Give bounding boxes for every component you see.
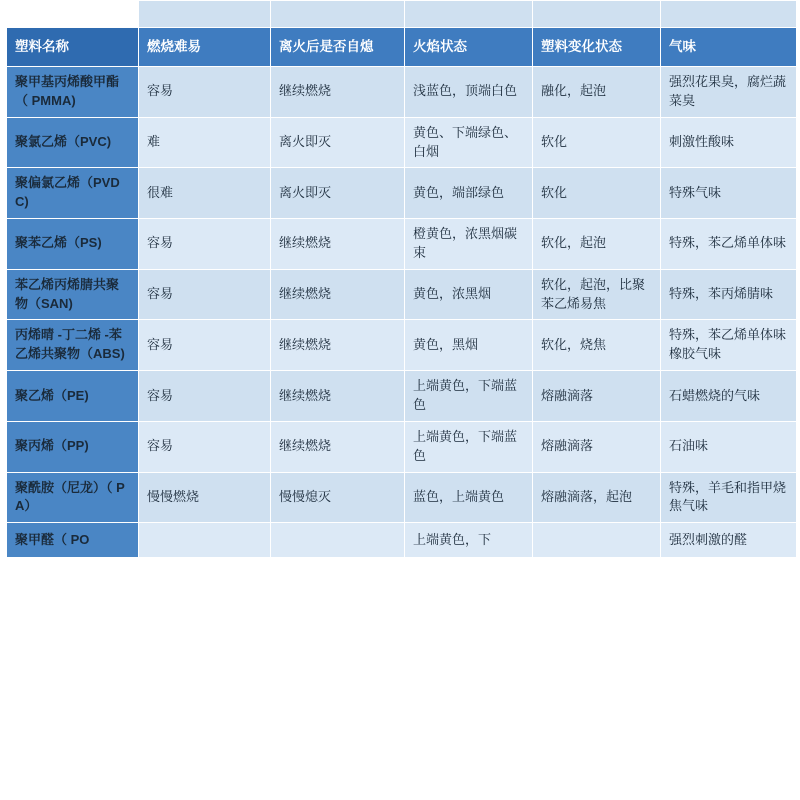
cell-odor: 特殊，羊毛和指甲烧焦气味 (661, 472, 797, 523)
table-row (7, 219, 797, 270)
cell-flame-state: 上端黄色，下 (405, 523, 533, 558)
column-header-self-extinguish: 离火后是否自熄 (271, 28, 405, 67)
cell-self-extinguish: 慢慢熄灭 (271, 472, 405, 523)
spacer-cell-5 (661, 1, 797, 28)
cell-ignitability: 容易 (139, 67, 271, 118)
cell-plastic-change: 软化，起泡 (533, 219, 661, 270)
table-row (7, 67, 797, 118)
cell-flame-state: 黄色，端部绿色 (405, 168, 533, 219)
column-header-odor: 气味 (661, 28, 797, 67)
cell-flame-state: 浅蓝色，顶端白色 (405, 67, 533, 118)
cell-plastic-change: 融化，起泡 (533, 67, 661, 118)
cell-plastic-change: 软化 (533, 117, 661, 168)
column-header-plastic-change: 塑料变化状态 (533, 28, 661, 67)
cell-flame-state: 蓝色，上端黄色 (405, 472, 533, 523)
row-name: 聚丙烯（PP) (7, 421, 139, 472)
cell-odor: 石油味 (661, 421, 797, 472)
table-row (7, 523, 797, 558)
cell-flame-state: 上端黄色，下端蓝色 (405, 421, 533, 472)
cell-self-extinguish: 离火即灭 (271, 117, 405, 168)
cell-odor: 特殊气味 (661, 168, 797, 219)
row-name: 聚甲基丙烯酸甲酯（ PMMA) (7, 67, 139, 118)
cell-ignitability: 容易 (139, 219, 271, 270)
cell-self-extinguish: 继续燃烧 (271, 269, 405, 320)
table-row (7, 168, 797, 219)
cell-self-extinguish: 继续燃烧 (271, 219, 405, 270)
table-row (7, 421, 797, 472)
cell-ignitability: 容易 (139, 421, 271, 472)
column-header-flame-state: 火焰状态 (405, 28, 533, 67)
cell-self-extinguish: 继续燃烧 (271, 371, 405, 422)
row-name: 苯乙烯丙烯腈共聚物（SAN) (7, 269, 139, 320)
row-name: 聚氯乙烯（PVC) (7, 117, 139, 168)
cell-self-extinguish: 继续燃烧 (271, 67, 405, 118)
cell-plastic-change: 软化，起泡，比聚苯乙烯易焦 (533, 269, 661, 320)
cell-odor: 特殊，苯乙烯单体味 (661, 219, 797, 270)
table-row (7, 117, 797, 168)
row-name: 聚乙烯（PE) (7, 371, 139, 422)
cell-odor: 特殊，苯丙烯腈味 (661, 269, 797, 320)
cell-plastic-change: 熔融滴落 (533, 371, 661, 422)
column-header-ignitability: 燃烧难易 (139, 28, 271, 67)
cell-ignitability: 容易 (139, 269, 271, 320)
row-name: 聚酰胺（尼龙）（ PA） (7, 472, 139, 523)
table-top-spacer-row (7, 1, 797, 28)
plastics-combustion-table (6, 0, 797, 558)
cell-plastic-change: 软化，烧焦 (533, 320, 661, 371)
cell-ignitability: 容易 (139, 320, 271, 371)
cell-flame-state: 黄色、下端绿色、白烟 (405, 117, 533, 168)
cell-odor: 特殊，苯乙烯单体味橡胶气味 (661, 320, 797, 371)
spacer-cell-0 (7, 1, 139, 28)
cell-self-extinguish: 继续燃烧 (271, 421, 405, 472)
cell-self-extinguish (271, 523, 405, 558)
cell-plastic-change: 熔融滴落，起泡 (533, 472, 661, 523)
cell-odor: 强烈花果臭，腐烂蔬菜臭 (661, 67, 797, 118)
cell-odor: 强烈刺激的醛 (661, 523, 797, 558)
cell-flame-state: 橙黄色，浓黑烟碳束 (405, 219, 533, 270)
cell-ignitability (139, 523, 271, 558)
row-name: 聚偏氯乙烯（PVDC) (7, 168, 139, 219)
spacer-cell-3 (405, 1, 533, 28)
row-name: 聚苯乙烯（PS) (7, 219, 139, 270)
table-row (7, 472, 797, 523)
row-name: 丙烯晴 -丁二烯 -苯乙烯共聚物（ABS) (7, 320, 139, 371)
column-header-name: 塑料名称 (7, 28, 139, 67)
cell-flame-state: 黄色，黑烟 (405, 320, 533, 371)
table-row (7, 371, 797, 422)
table-row (7, 269, 797, 320)
cell-self-extinguish: 离火即灭 (271, 168, 405, 219)
cell-odor: 刺激性酸味 (661, 117, 797, 168)
cell-plastic-change (533, 523, 661, 558)
cell-odor: 石蜡燃烧的气味 (661, 371, 797, 422)
cell-ignitability: 容易 (139, 371, 271, 422)
spacer-cell-4 (533, 1, 661, 28)
spacer-cell-2 (271, 1, 405, 28)
spacer-cell-1 (139, 1, 271, 28)
cell-plastic-change: 软化 (533, 168, 661, 219)
table-header-row (7, 28, 797, 67)
cell-plastic-change: 熔融滴落 (533, 421, 661, 472)
cell-ignitability: 很难 (139, 168, 271, 219)
cell-self-extinguish: 继续燃烧 (271, 320, 405, 371)
cell-flame-state: 上端黄色，下端蓝色 (405, 371, 533, 422)
cell-ignitability: 慢慢燃烧 (139, 472, 271, 523)
cell-ignitability: 难 (139, 117, 271, 168)
table-row (7, 320, 797, 371)
row-name: 聚甲醛（ PO (7, 523, 139, 558)
cell-flame-state: 黄色，浓黑烟 (405, 269, 533, 320)
